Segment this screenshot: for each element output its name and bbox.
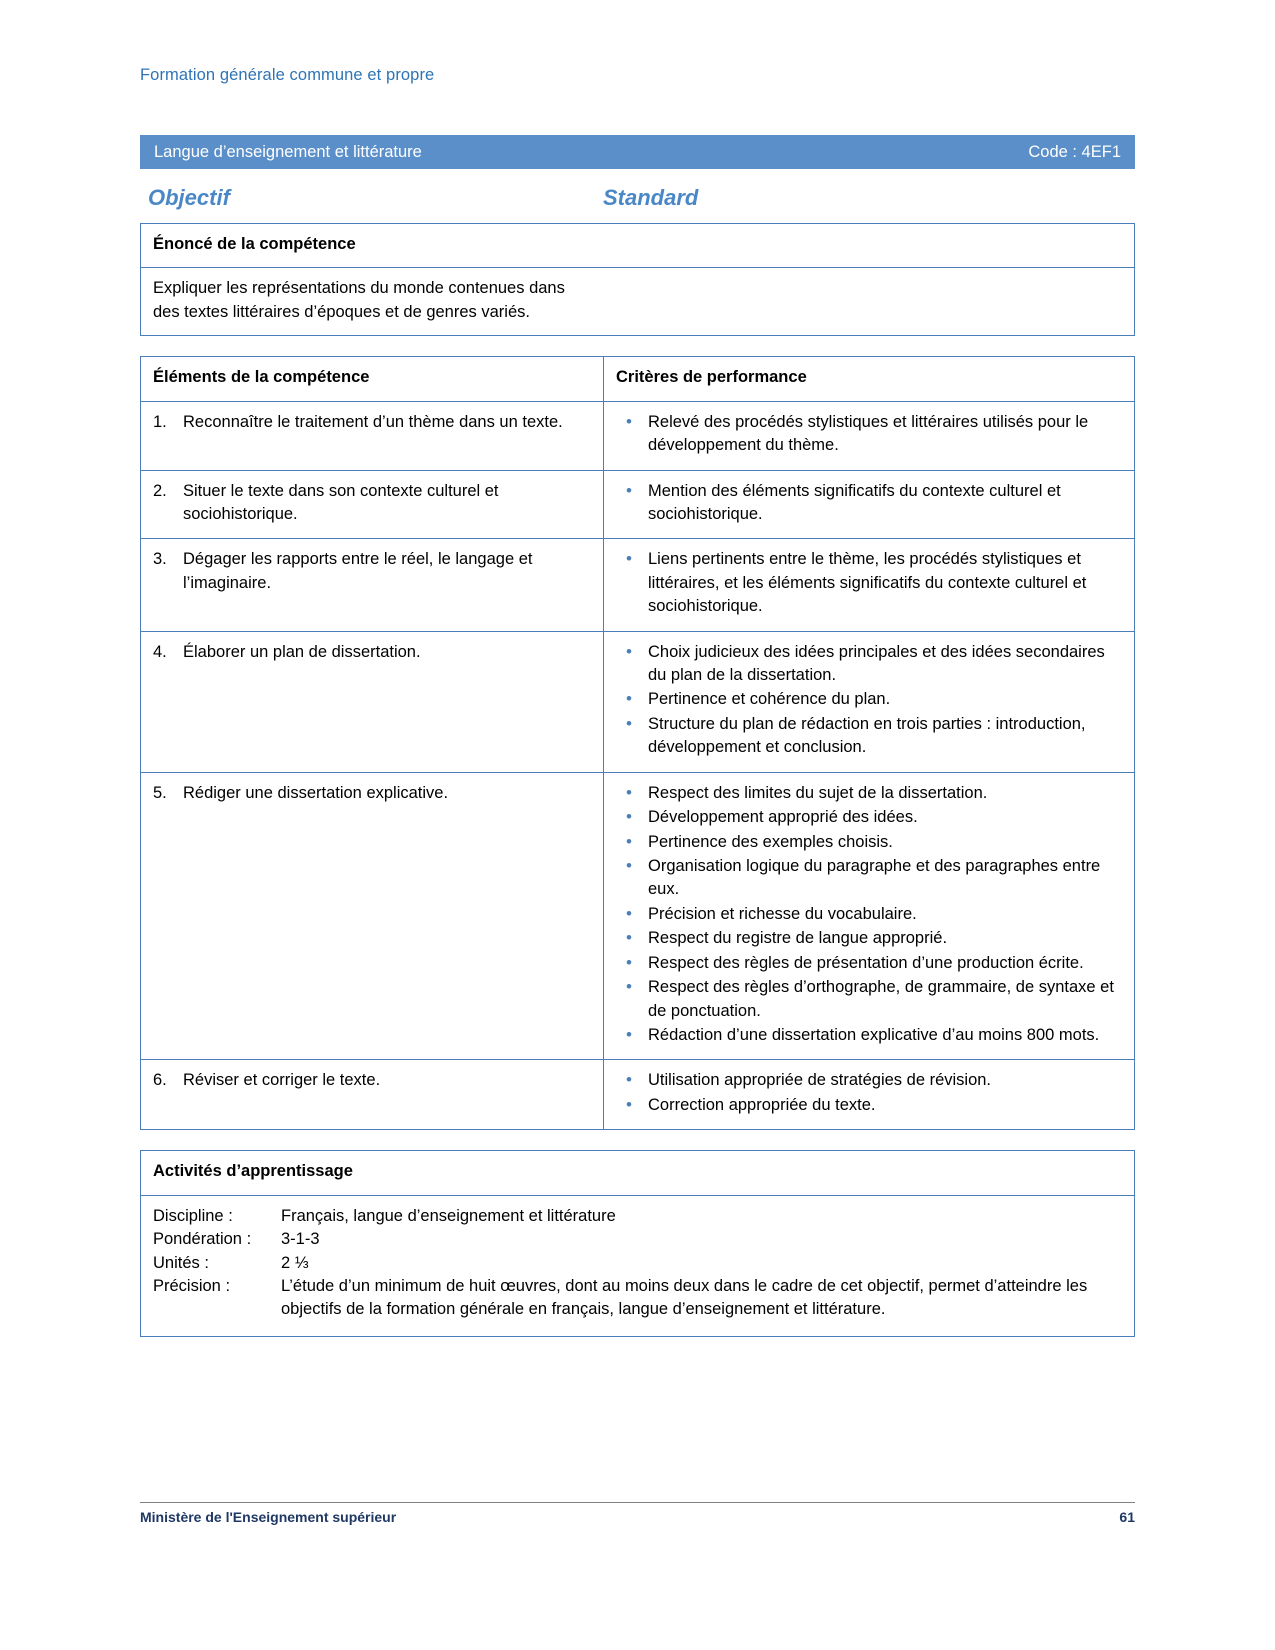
element-cell xyxy=(141,632,604,772)
criteria-cell xyxy=(604,471,1134,539)
criteria-cell xyxy=(604,773,1134,1060)
activity-label: Discipline : xyxy=(153,1206,233,1225)
element-text: Réviser et corriger le texte. xyxy=(183,1071,381,1090)
criteria-list xyxy=(616,548,1122,618)
activities-body xyxy=(141,1196,1134,1336)
element-number: 3. xyxy=(153,550,167,569)
column-heading-objectif: Objectif xyxy=(148,185,230,210)
criteria-list xyxy=(616,641,1122,760)
element-text: Rédiger une dissertation explicative. xyxy=(183,783,449,802)
list-item: • Structure du plan de rédaction en trois parties : introduction, développement et conclusion. xyxy=(616,713,1122,760)
activity-row-precision xyxy=(153,1275,1122,1322)
element-cell xyxy=(141,1060,604,1129)
activity-label: Pondération : xyxy=(153,1230,252,1249)
element-cell xyxy=(141,539,604,630)
table-row xyxy=(141,1195,1134,1336)
competence-statement-heading: Énoncé de la compétence xyxy=(153,235,356,253)
table-row xyxy=(141,401,1134,470)
list-item: • Précision et richesse du vocabulaire. xyxy=(616,903,1122,926)
criteria-list xyxy=(616,480,1122,527)
list-item: • Respect du registre de langue approprié. xyxy=(616,927,1122,950)
competency-title-bar xyxy=(140,135,1135,169)
list-item: • Respect des règles d’orthographe, de grammaire, de syntaxe et de ponctuation. xyxy=(616,976,1122,1023)
criteria-cell xyxy=(604,1060,1134,1129)
activity-row-discipline xyxy=(153,1205,1122,1228)
activity-row-ponderation xyxy=(153,1228,1122,1251)
learning-activities-table xyxy=(140,1150,1135,1337)
list-item: • Correction appropriée du texte. xyxy=(616,1094,1122,1117)
activity-value: L’étude d’un minimum de huit œuvres, dont au moins deux dans le cadre de cet objectif, permet d’atteindre les objectifs de la formation générale en français, langue d’enseignement et littérature. xyxy=(281,1276,1088,1319)
element-cell xyxy=(141,471,604,539)
footer-page-number: 61 xyxy=(1119,1509,1135,1525)
element-cell xyxy=(141,402,604,470)
criteria-list xyxy=(616,1069,1122,1117)
element-number: 2. xyxy=(153,481,167,500)
page-footer xyxy=(140,1502,1135,1525)
activity-label: Unités : xyxy=(153,1253,209,1272)
element-text: Dégager les rapports entre le réel, le langage et l’imaginaire. xyxy=(183,550,533,592)
element-number: 5. xyxy=(153,783,167,802)
element-number: 6. xyxy=(153,1071,167,1090)
element-cell xyxy=(141,773,604,1060)
table-header-row xyxy=(141,357,1134,400)
activity-value: 2 ⅓ xyxy=(281,1253,309,1272)
column-headings xyxy=(140,185,1135,211)
column-heading-standard: Standard xyxy=(603,185,699,210)
title-bar-title: Langue d’enseignement et littérature xyxy=(154,142,422,161)
criteria-list xyxy=(616,411,1122,458)
table-row xyxy=(141,1059,1134,1129)
list-item: • Développement approprié des idées. xyxy=(616,806,1122,829)
element-number: 1. xyxy=(153,412,167,431)
activity-row-unites xyxy=(153,1252,1122,1275)
list-item: • Respect des limites du sujet de la dissertation. xyxy=(616,782,1122,805)
table-row xyxy=(141,772,1134,1060)
list-item: • Mention des éléments significatifs du contexte culturel et sociohistorique. xyxy=(616,480,1122,527)
criteria-cell xyxy=(604,402,1134,470)
table-row xyxy=(141,470,1134,539)
element-text: Élaborer un plan de dissertation. xyxy=(183,642,421,661)
page-header-label: Formation générale commune et propre xyxy=(140,66,435,84)
list-item: • Organisation logique du paragraphe et des paragraphes entre eux. xyxy=(616,855,1122,902)
criteria-list xyxy=(616,782,1122,1048)
elements-criteria-table xyxy=(140,356,1135,1130)
table-row xyxy=(141,224,1134,267)
table-row xyxy=(141,538,1134,630)
criteria-cell xyxy=(604,539,1134,630)
list-item: • Respect des règles de présentation d’une production écrite. xyxy=(616,952,1122,975)
list-item: • Pertinence des exemples choisis. xyxy=(616,831,1122,854)
header-elements: Éléments de la compétence xyxy=(141,357,604,400)
element-text: Situer le texte dans son contexte culturel et sociohistorique. xyxy=(183,481,499,523)
list-item: • Liens pertinents entre le thème, les procédés stylistiques et littéraires, et les éléments significatifs du contexte culturel et sociohistorique. xyxy=(616,548,1122,618)
criteria-cell xyxy=(604,632,1134,772)
activity-label: Précision : xyxy=(153,1276,231,1295)
list-item: • Choix judicieux des idées principales et des idées secondaires du plan de la dissertation. xyxy=(616,641,1122,688)
title-bar-code: Code : 4EF1 xyxy=(1028,142,1121,161)
table-row xyxy=(141,631,1134,772)
list-item: • Rédaction d’une dissertation explicative d’au moins 800 mots. xyxy=(616,1024,1122,1047)
activities-heading: Activités d’apprentissage xyxy=(153,1162,353,1181)
table-row xyxy=(141,267,1134,335)
activity-value: Français, langue d’enseignement et littérature xyxy=(281,1206,616,1225)
competence-statement-text: Expliquer les représentations du monde contenues dans des textes littéraires d’époques et de genres variés. xyxy=(153,279,565,321)
competence-statement-table xyxy=(140,223,1135,336)
activity-value: 3-1-3 xyxy=(281,1230,320,1249)
element-number: 4. xyxy=(153,642,167,661)
footer-ministry: Ministère de l'Enseignement supérieur xyxy=(140,1509,397,1525)
list-item: • Pertinence et cohérence du plan. xyxy=(616,688,1122,711)
header-criteria: Critères de performance xyxy=(616,368,807,387)
table-header-row xyxy=(141,1151,1134,1194)
element-text: Reconnaître le traitement d’un thème dans un texte. xyxy=(183,412,563,431)
list-item: • Relevé des procédés stylistiques et littéraires utilisés pour le développement du thème. xyxy=(616,411,1122,458)
list-item: • Utilisation appropriée de stratégies de révision. xyxy=(616,1069,1122,1092)
